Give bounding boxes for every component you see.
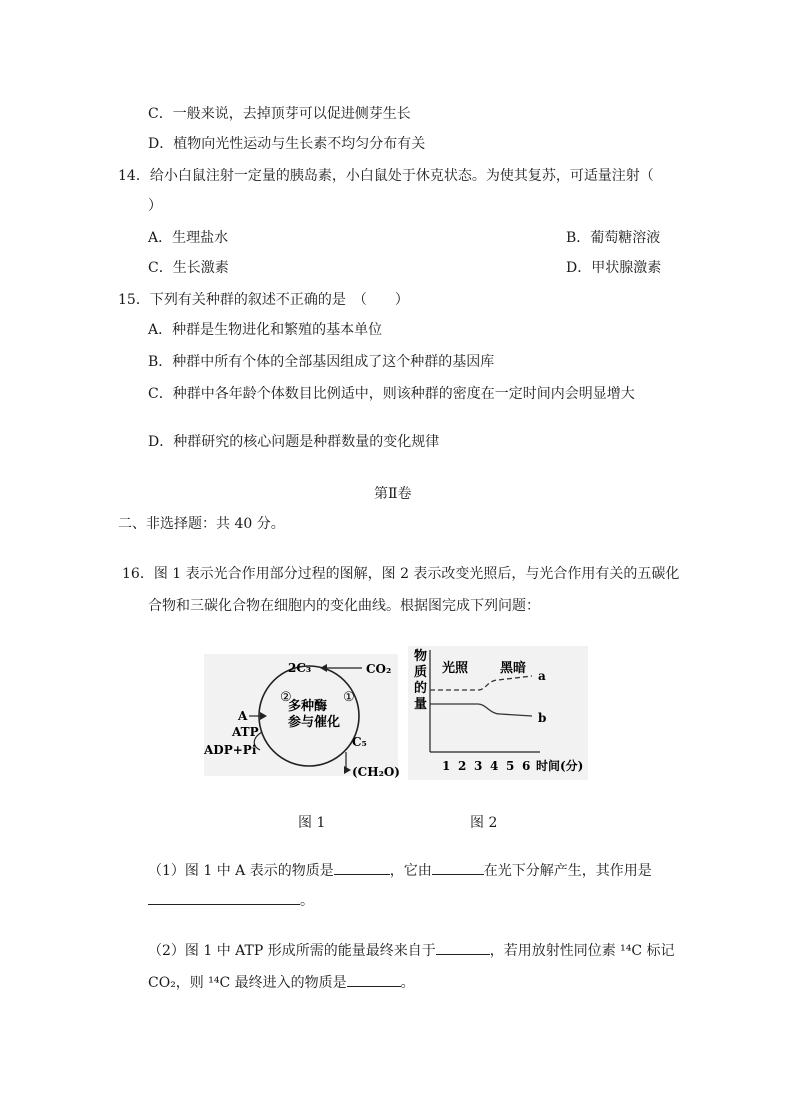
answer-blank-4[interactable] [436, 940, 490, 955]
ylabel-char-4: 量 [414, 697, 428, 712]
figure-1-caption: 图 1 [298, 815, 326, 831]
ylabel-char-3: 的 [414, 681, 428, 696]
x-tick-4: 4 [490, 759, 499, 773]
q14-option-b: B．葡萄糖溶液 [566, 230, 661, 246]
q16-sub2-part1: （2）图 1 中 ATP 形成所需的能量最终来自于 [148, 943, 436, 959]
label-2c3: 2C₃ [288, 661, 312, 675]
q14-stem-end: ） [148, 198, 162, 214]
figure-1-diagram [196, 646, 406, 786]
label-curve-b: b [538, 711, 547, 725]
q16-stem-line1: 16．图 1 表示光合作用部分过程的图解，图 2 表示改变光照后，与光合作用有关的五碳化 [122, 566, 680, 582]
section-title: 第Ⅱ卷 [374, 486, 412, 502]
q16-sub2-part2: ，若用放射性同位素 ¹⁴C 标记 [489, 943, 675, 959]
q16-sub1-part1: （1）图 1 中 A 表示的物质是 [148, 863, 334, 879]
q16-stem-line2: 合物和三碳化合物在细胞内的变化曲线。根据图完成下列问题： [148, 598, 540, 614]
x-tick-1: 1 [442, 759, 451, 773]
x-tick-3: 3 [474, 759, 483, 773]
q16-sub2-line2 [148, 972, 415, 993]
answer-blank-2[interactable] [432, 860, 484, 875]
q14-option-d: D．甲状腺激素 [566, 260, 662, 276]
q14-option-c: C．生长激素 [148, 260, 229, 276]
q15-option-c: C．种群中各年龄个体数目比例适中，则该种群的密度在一定时间内会明显增大 [148, 386, 635, 402]
label-step-2: ② [280, 690, 292, 705]
q13-option-d: D．植物向光性运动与生长素不均匀分布有关 [148, 136, 426, 152]
q16-sub1 [148, 860, 652, 881]
q16-sub2 [148, 940, 675, 961]
q15-option-a: A．种群是生物进化和繁殖的基本单位 [148, 322, 383, 338]
q14-option-a: A．生理盐水 [148, 230, 229, 246]
label-c5: C₅ [352, 735, 367, 749]
ylabel-char-2: 质 [414, 665, 428, 680]
ylabel-char-1: 物 [414, 649, 428, 664]
answer-blank-3[interactable] [148, 890, 300, 905]
x-tick-6: 6 [522, 759, 531, 773]
q16-sub1-part3: 在光下分解产生，其作用是 [483, 863, 652, 879]
label-dark: 黑暗 [500, 661, 527, 676]
x-tick-2: 2 [458, 759, 467, 773]
label-light: 光照 [442, 661, 469, 676]
label-enzymes-2: 参与催化 [288, 715, 341, 730]
answer-blank-5[interactable] [347, 972, 401, 987]
label-atp: ATP [232, 725, 259, 739]
q15-option-b: B．种群中所有个体的全部基因组成了这个种群的基因库 [148, 354, 495, 370]
label-adp-pi: ADP+Pi [204, 743, 257, 757]
label-curve-a: a [538, 669, 546, 683]
q14-stem: 14．给小白鼠注射一定量的胰岛素，小白鼠处于休克状态。为使其复苏，可适量注射（ [118, 168, 654, 184]
figure-2-chart [408, 644, 590, 782]
q15-option-d: D．种群研究的核心问题是种群数量的变化规律 [148, 434, 440, 450]
q16-sub2-end: 。 [400, 975, 415, 991]
q16-sub1-part2: ，它由 [389, 863, 432, 879]
q16-sub1-line2 [148, 890, 314, 911]
q15-stem: 15．下列有关种群的叙述不正确的是 （ ） [118, 292, 409, 308]
x-tick-5: 5 [506, 759, 515, 773]
label-ch2o: (CH₂O) [352, 765, 400, 779]
label-enzymes-1: 多种酶 [288, 699, 328, 714]
q13-option-c: C．一般来说，去掉顶芽可以促进侧芽生长 [148, 106, 411, 122]
figure-2-caption: 图 2 [470, 815, 498, 831]
label-co2: CO₂ [366, 662, 392, 676]
label-a: A [238, 709, 248, 723]
q16-sub2-line2-part1: CO₂，则 ¹⁴C 最终进入的物质是 [148, 975, 347, 991]
answer-blank-1[interactable] [334, 860, 390, 875]
x-axis-label: 时间(分) [536, 759, 584, 773]
q16-sub1-end: 。 [300, 893, 314, 909]
label-step-1: ① [343, 690, 355, 705]
section-subtitle: 二、非选择题：共 40 分。 [118, 516, 285, 532]
